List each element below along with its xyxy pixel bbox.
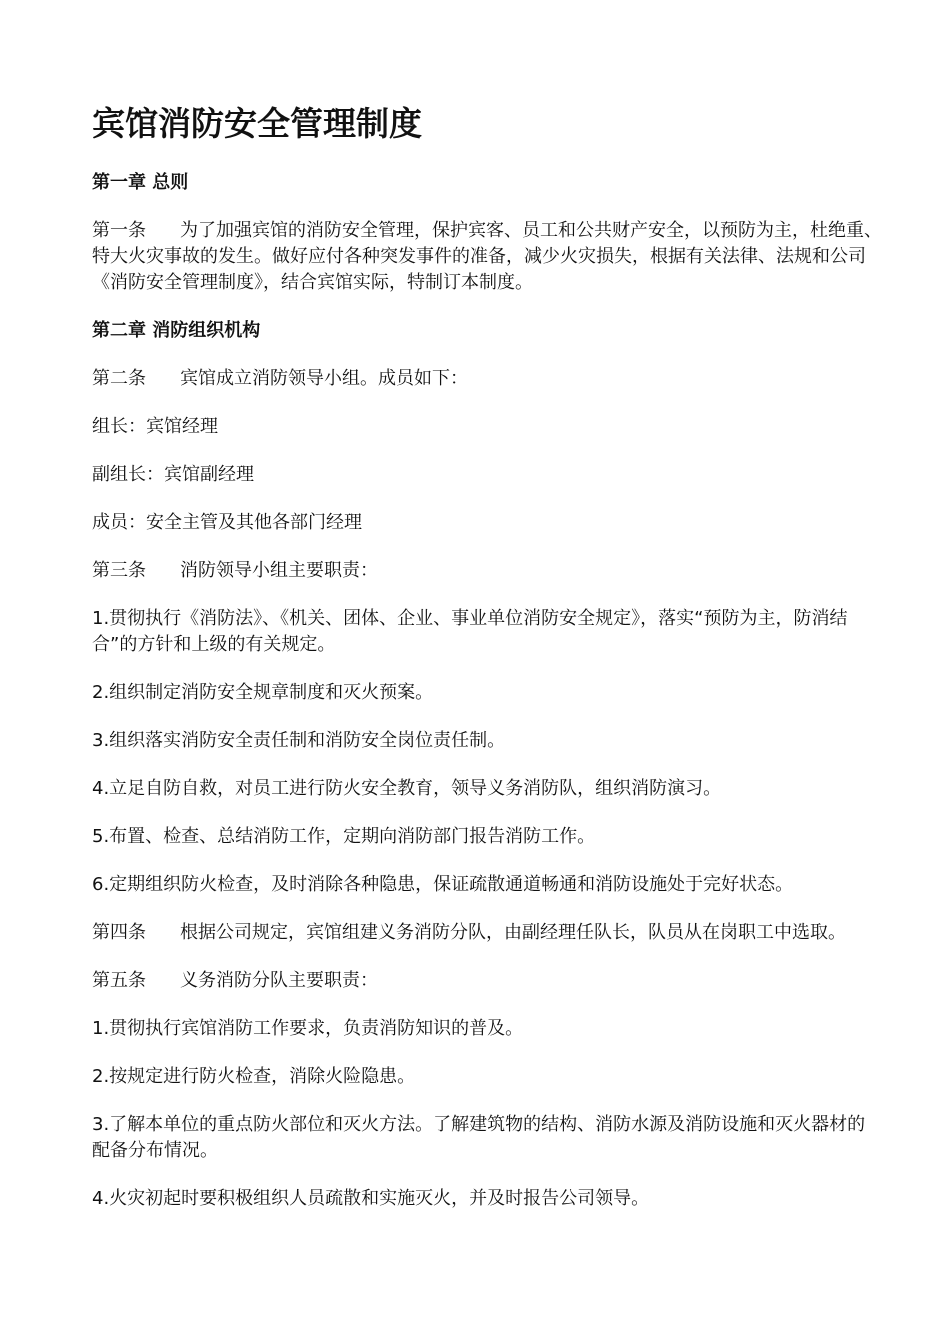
duty-item: 2.组织制定消防安全规章制度和灭火预案。 [92,682,434,703]
duty-item: 3.了解本单位的重点防火部位和灭火方法。了解建筑物的结构、消防水源及消防设施和灭火器材的配备分布情况。 [92,1114,866,1161]
article-paragraph [92,218,882,296]
member-line: 成员：安全主管及其他各部门经理 [92,512,362,533]
duty-item: 4.火灾初起时要积极组织人员疏散和实施灭火，并及时报告公司领导。 [92,1188,650,1209]
member-line: 副组长：宾馆副经理 [92,464,254,485]
member-line: 组长：宾馆经理 [92,416,218,437]
article-number: 第三条 [92,560,146,581]
duty-item: 3.组织落实消防安全责任制和消防安全岗位责任制。 [92,730,506,751]
duty-item: 1.贯彻执行宾馆消防工作要求，负责消防知识的普及。 [92,1018,524,1039]
duty-item: 6.定期组织防火检查，及时消除各种隐患，保证疏散通道畅通和消防设施处于完好状态。 [92,874,794,895]
duty-item: 4.立足自防自救，对员工进行防火安全教育，领导义务消防队，组织消防演习。 [92,778,722,799]
article-text: 为了加强宾馆的消防安全管理，保护宾客、员工和公共财产安全，以预防为主，杜绝重、特大火灾事故的发生。做好应付各种突发事件的准备，减少火灾损失，根据有关法律、法规和公司《消防安全管理制度》，结合宾馆实际，特制订本制度。 [92,220,882,293]
duty-item: 5.布置、检查、总结消防工作，定期向消防部门报告消防工作。 [92,826,596,847]
document-title: 宾馆消防安全管理制度 [92,104,422,143]
article-paragraph [92,558,882,584]
chapter-heading: 第一章 总则 [92,172,189,193]
article-paragraph [92,920,882,946]
duty-item: 2.按规定进行防火检查，消除火险隐患。 [92,1066,416,1087]
duty-item: 1.贯彻执行《消防法》、《机关、团体、企业、事业单位消防安全规定》，落实“预防为主，防消结合”的方针和上级的有关规定。 [92,608,848,655]
chapter-heading: 第二章 消防组织机构 [92,320,261,341]
article-number: 第二条 [92,368,146,389]
article-number: 第一条 [92,220,146,241]
article-paragraph [92,366,882,392]
article-text: 宾馆成立消防领导小组。成员如下： [180,368,468,389]
article-number: 第五条 [92,970,146,991]
article-paragraph [92,968,882,994]
article-text: 消防领导小组主要职责： [180,560,378,581]
article-number: 第四条 [92,922,146,943]
article-text: 根据公司规定，宾馆组建义务消防分队，由副经理任队长，队员从在岗职工中选取。 [180,922,846,943]
article-text: 义务消防分队主要职责： [180,970,378,991]
document-page [92,100,882,1212]
